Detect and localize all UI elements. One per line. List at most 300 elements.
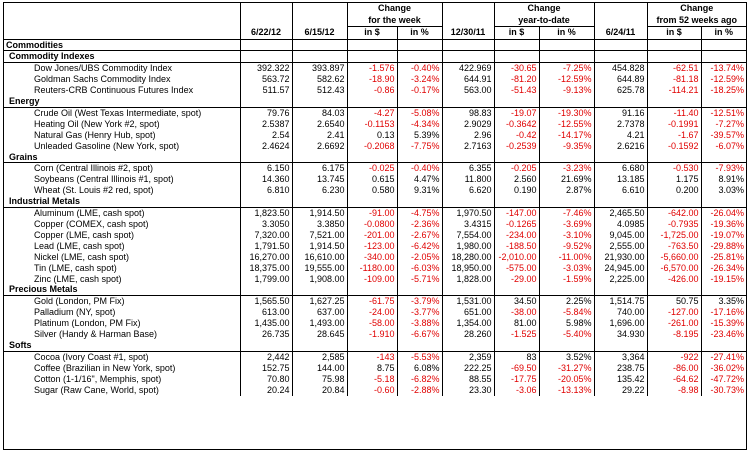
table-cell: -109.00 <box>347 274 397 285</box>
table-row <box>4 107 746 118</box>
table-cell: 2.25% <box>539 296 594 307</box>
section-row <box>4 96 746 107</box>
table-cell: 4.0985 <box>594 219 647 230</box>
table-cell: 70.80 <box>240 374 292 385</box>
table-cell: -7.93% <box>715 163 745 174</box>
header-row-1 <box>4 3 746 15</box>
table-cell: 2.41 <box>292 130 347 141</box>
commodity-name: Tin (LME, cash spot) <box>4 263 240 274</box>
table-cell: 28.260 <box>442 329 494 340</box>
table-cell: -0.0800 <box>347 219 397 230</box>
table-cell: 14.360 <box>240 174 292 185</box>
table-cell: -6.67% <box>397 329 442 340</box>
table-row <box>4 318 746 329</box>
table-cell: -1.525 <box>494 329 539 340</box>
table-cell: 7,554.00 <box>442 230 494 241</box>
table-cell: 1,914.50 <box>292 208 347 219</box>
table-cell: 152.75 <box>240 363 292 374</box>
table-cell: -5.53% <box>397 351 442 362</box>
table-cell: -1180.00 <box>347 263 397 274</box>
table-cell: 2,555.00 <box>594 241 647 252</box>
table-cell: -3.88% <box>397 318 442 329</box>
table-cell: 9.31% <box>397 185 442 196</box>
table-cell: 1,493.00 <box>292 318 347 329</box>
commodity-name: Lead (LME, cash spot) <box>4 241 240 252</box>
header-ytd-1: Change <box>494 3 594 15</box>
table-cell: -2.67% <box>397 230 442 241</box>
table-cell: 2,359 <box>442 351 494 362</box>
col-header: in $ <box>347 27 397 40</box>
table-cell: -0.2068 <box>347 141 397 152</box>
table-cell: -763.50 <box>647 241 701 252</box>
table-cell: 19,555.00 <box>292 263 347 274</box>
table-cell: -30.65 <box>494 63 539 74</box>
table-cell: -0.86 <box>347 85 397 96</box>
table-cell: -9.52% <box>539 241 594 252</box>
table-cell: 393.897 <box>292 63 347 74</box>
commodity-name: Palladium (NY, spot) <box>4 307 240 318</box>
table-cell: -127.00 <box>647 307 701 318</box>
table-cell: -2,010.00 <box>494 252 539 263</box>
table-cell: -12.55% <box>539 119 594 130</box>
table-cell: -0.025 <box>347 163 397 174</box>
table-cell: -30.73% <box>710 384 745 395</box>
table-cell: -7.75% <box>397 141 442 152</box>
table-cell: 34.50 <box>494 296 539 307</box>
table-cell: -36.02% <box>710 362 745 373</box>
table-cell: 1,354.00 <box>442 318 494 329</box>
table-cell: 2.6216 <box>594 141 647 152</box>
table-row <box>4 230 746 241</box>
col-header: in % <box>397 27 442 40</box>
table-cell: -0.2539 <box>494 141 539 152</box>
table-cell: -7.46% <box>539 208 594 219</box>
commodity-name: Cocoa (Ivory Coast #1, spot) <box>4 351 240 362</box>
section-row <box>4 152 746 163</box>
commodities-table <box>4 3 746 396</box>
table-cell: -0.7935 <box>647 219 701 230</box>
table-cell: 91.16 <box>594 107 647 118</box>
table-cell: 16,610.00 <box>292 252 347 263</box>
table-cell: -1.59% <box>539 274 594 285</box>
table-cell: 511.57 <box>240 85 292 96</box>
table-cell: 29.22 <box>594 385 647 396</box>
table-cell: -3.24% <box>397 74 442 85</box>
commodity-name: Corn (Central Illinois #2, spot) <box>4 163 240 174</box>
header-week-1: Change <box>347 3 442 15</box>
table-cell: -0.60 <box>347 385 397 396</box>
table-cell: 1,828.00 <box>442 274 494 285</box>
table-cell: 2,585 <box>292 351 347 362</box>
category-title: Commodities <box>4 39 240 51</box>
table-cell: 1.175 <box>647 174 701 185</box>
table-cell: -11.40 <box>647 107 701 118</box>
table-cell: -147.00 <box>494 208 539 219</box>
table-cell: -6.03% <box>397 263 442 274</box>
table-cell: 3.3050 <box>240 219 292 230</box>
table-cell: 512.43 <box>292 85 347 96</box>
table-cell: 50.75 <box>647 296 701 307</box>
table-cell: 625.78 <box>594 85 647 96</box>
table-cell: 23.30 <box>442 385 494 396</box>
table-cell: 2.4624 <box>240 141 292 152</box>
table-cell: -3.06 <box>494 385 539 396</box>
table-row <box>4 263 746 274</box>
section-title: Industrial Metals <box>4 196 240 207</box>
table-cell: 1,565.50 <box>240 296 292 307</box>
table-cell: -6.07% <box>715 140 745 151</box>
table-cell: -2.05% <box>397 252 442 263</box>
table-cell: -0.1592 <box>647 141 701 152</box>
table-cell: -31.27% <box>539 363 594 374</box>
table-cell: -201.00 <box>347 230 397 241</box>
section-row <box>4 196 746 207</box>
table-cell: -0.40% <box>397 63 442 74</box>
table-cell: 3,364 <box>594 351 647 362</box>
section-title: Energy <box>4 96 240 107</box>
table-cell: 144.00 <box>292 363 347 374</box>
table-cell: 2.6540 <box>292 119 347 130</box>
table-cell: -2.88% <box>397 385 442 396</box>
table-cell: -17.75 <box>494 374 539 385</box>
table-cell: -3.69% <box>539 219 594 230</box>
table-cell: 422.969 <box>442 63 494 74</box>
table-cell: -340.00 <box>347 252 397 263</box>
table-cell: -12.59% <box>710 74 745 85</box>
table-cell: 3.4315 <box>442 219 494 230</box>
table-cell: 1,514.75 <box>594 296 647 307</box>
commodities-table-frame <box>3 2 747 450</box>
table-cell: 1,970.50 <box>442 208 494 219</box>
table-cell: 740.00 <box>594 307 647 318</box>
table-cell: 18,950.00 <box>442 263 494 274</box>
table-row <box>4 63 746 74</box>
table-cell: -19.15% <box>710 273 745 284</box>
table-cell: 2.87% <box>539 185 594 196</box>
commodity-name: Copper (LME, cash spot) <box>4 230 240 241</box>
table-row <box>4 351 746 362</box>
table-cell: 98.83 <box>442 107 494 118</box>
table-cell: -12.59% <box>539 74 594 85</box>
col-header: 6/15/12 <box>292 27 347 40</box>
table-cell: 1,627.25 <box>292 296 347 307</box>
header-blank <box>4 3 240 15</box>
table-cell: 1,980.00 <box>442 241 494 252</box>
table-cell: 637.00 <box>292 307 347 318</box>
table-cell: -3.23% <box>539 163 594 174</box>
table-cell: -0.1265 <box>494 219 539 230</box>
table-cell: 0.580 <box>347 185 397 196</box>
table-cell: 5.98% <box>539 318 594 329</box>
table-cell: -18.90 <box>347 74 397 85</box>
table-row <box>4 296 746 307</box>
table-cell: 454.828 <box>594 63 647 74</box>
commodity-name: Copper (COMEX, cash spot) <box>4 219 240 230</box>
table-cell: -14.17% <box>539 130 594 141</box>
table-cell: 563.72 <box>240 74 292 85</box>
table-cell: 20.24 <box>240 385 292 396</box>
table-cell: -3.77% <box>397 307 442 318</box>
table-cell: -4.75% <box>397 208 442 219</box>
table-cell: 75.98 <box>292 374 347 385</box>
table-cell: -91.00 <box>347 208 397 219</box>
table-cell: -47.72% <box>710 373 745 384</box>
table-cell: 582.62 <box>292 74 347 85</box>
section-row <box>4 284 746 295</box>
table-cell: -9.13% <box>539 85 594 96</box>
table-cell: -123.00 <box>347 241 397 252</box>
table-cell: -922 <box>647 351 701 362</box>
table-cell: -5.08% <box>397 107 442 118</box>
table-cell: -19.36% <box>710 219 745 229</box>
table-cell: -24.00 <box>347 307 397 318</box>
table-cell: 11.800 <box>442 174 494 185</box>
commodity-name: Platinum (London, PM Fix) <box>4 318 240 329</box>
table-cell: 644.91 <box>442 74 494 85</box>
table-cell: 238.75 <box>594 363 647 374</box>
table-cell: -61.75 <box>347 296 397 307</box>
table-cell: 2.5387 <box>240 119 292 130</box>
table-cell: 1,823.50 <box>240 208 292 219</box>
table-cell: -234.00 <box>494 230 539 241</box>
table-cell: -6.82% <box>397 374 442 385</box>
table-cell: 34.930 <box>594 329 647 340</box>
table-cell: 2.54 <box>240 130 292 141</box>
table-cell: -1,725.00 <box>647 230 701 241</box>
table-cell: -7.27% <box>715 118 745 129</box>
header-row-2 <box>4 15 746 27</box>
table-cell: -0.40% <box>397 163 442 174</box>
table-cell: 2,465.50 <box>594 208 647 219</box>
table-cell: -143 <box>347 351 397 362</box>
commodity-name: Zinc (LME, cash spot) <box>4 274 240 285</box>
table-cell: -3.10% <box>539 230 594 241</box>
table-row <box>4 252 746 263</box>
table-cell: -29.88% <box>710 240 745 251</box>
table-cell: -0.1153 <box>347 119 397 130</box>
table-cell: 21,930.00 <box>594 252 647 263</box>
table-cell: 6.810 <box>240 185 292 196</box>
table-cell: 563.00 <box>442 85 494 96</box>
table-cell: 1,531.00 <box>442 296 494 307</box>
section-row <box>4 51 746 63</box>
table-cell: -19.30% <box>539 107 594 118</box>
table-cell: 1,696.00 <box>594 318 647 329</box>
table-cell: -642.00 <box>647 208 701 219</box>
table-cell: -261.00 <box>647 318 701 329</box>
header-52w-1: Change <box>680 3 714 13</box>
table-row <box>4 119 746 130</box>
commodity-name: Crude Oil (West Texas Intermediate, spot) <box>4 107 240 118</box>
table-cell: 222.25 <box>442 363 494 374</box>
commodity-name: Sugar (Raw Cane, World, spot) <box>4 385 240 396</box>
table-cell: 1,435.00 <box>240 318 292 329</box>
table-row <box>4 307 746 318</box>
table-cell: 0.200 <box>647 185 701 196</box>
header-week-2: for the week <box>347 15 442 27</box>
table-cell: 0.190 <box>494 185 539 196</box>
table-cell: 24,945.00 <box>594 263 647 274</box>
table-cell: -81.18 <box>647 74 701 85</box>
table-cell: 7,320.00 <box>240 230 292 241</box>
commodity-name: Cotton (1-1/16", Memphis, spot) <box>4 374 240 385</box>
table-row <box>4 74 746 85</box>
table-cell: -9.35% <box>539 141 594 152</box>
table-cell: -188.50 <box>494 241 539 252</box>
table-row <box>4 185 746 196</box>
table-cell: 0.13 <box>347 130 397 141</box>
table-cell: 2.96 <box>442 130 494 141</box>
table-cell: -6,570.00 <box>647 263 701 274</box>
table-row <box>4 219 746 230</box>
table-cell: 2.7378 <box>594 119 647 130</box>
table-cell: -86.00 <box>647 363 701 374</box>
table-row <box>4 363 746 374</box>
table-cell: -12.51% <box>710 107 745 118</box>
table-row <box>4 174 746 185</box>
table-cell: 16,270.00 <box>240 252 292 263</box>
table-cell: -69.50 <box>494 363 539 374</box>
table-cell: -29.00 <box>494 274 539 285</box>
table-row <box>4 163 746 174</box>
table-cell: -2.36% <box>397 219 442 230</box>
table-cell: -3.79% <box>397 296 442 307</box>
table-cell: -0.3642 <box>494 119 539 130</box>
commodity-name: Wheat (St. Louis #2 red, spot) <box>4 185 240 196</box>
table-cell: -38.00 <box>494 307 539 318</box>
table-cell: -19.07 <box>494 107 539 118</box>
table-cell: 3.52% <box>539 351 594 362</box>
table-cell: -0.17% <box>397 85 442 96</box>
col-header: 6/22/12 <box>240 27 292 40</box>
table-cell: -0.205 <box>494 163 539 174</box>
commodity-name: Goldman Sachs Commodity Index <box>4 74 240 85</box>
table-cell: 1,791.50 <box>240 241 292 252</box>
table-cell: 392.322 <box>240 63 292 74</box>
commodity-name: Soybeans (Central Illinois #1, spot) <box>4 174 240 185</box>
commodity-name: Dow Jones/UBS Commodity Index <box>4 63 240 74</box>
table-cell: -5.71% <box>397 274 442 285</box>
table-cell: 79.76 <box>240 107 292 118</box>
col-header: in $ <box>647 27 701 40</box>
category-row <box>4 39 746 51</box>
table-row <box>4 85 746 96</box>
commodity-name: Coffee (Brazilian in New York, spot) <box>4 363 240 374</box>
col-header: 12/30/11 <box>442 27 494 40</box>
section-title: Commodity Indexes <box>4 51 240 63</box>
table-cell: -5.84% <box>539 307 594 318</box>
table-cell: -13.74% <box>710 63 745 74</box>
table-cell: -18.25% <box>710 85 745 96</box>
commodity-name: Gold (London, PM Fix) <box>4 296 240 307</box>
table-cell: 613.00 <box>240 307 292 318</box>
table-cell: 18,280.00 <box>442 252 494 263</box>
col-header: in % <box>539 27 594 40</box>
table-row <box>4 329 746 340</box>
table-cell: -3.03% <box>539 263 594 274</box>
table-cell: 2.7163 <box>442 141 494 152</box>
table-cell: 1,914.50 <box>292 241 347 252</box>
table-cell: 6.610 <box>594 185 647 196</box>
table-cell: 84.03 <box>292 107 347 118</box>
table-cell: -1.910 <box>347 329 397 340</box>
table-cell: -27.41% <box>710 351 745 362</box>
table-row <box>4 208 746 219</box>
table-row <box>4 130 746 141</box>
header-ytd-2: year-to-date <box>494 15 594 27</box>
table-cell: 2,225.00 <box>594 274 647 285</box>
table-cell: -62.51 <box>647 63 701 74</box>
commodity-name: Heating Oil (New York #2, spot) <box>4 119 240 130</box>
table-cell: 13.745 <box>292 174 347 185</box>
table-cell: -0.42 <box>494 130 539 141</box>
col-header: in $ <box>494 27 539 40</box>
table-cell: 6.230 <box>292 185 347 196</box>
commodity-name: Unleaded Gasoline (New York, spot) <box>4 141 240 152</box>
table-cell: -5.18 <box>347 374 397 385</box>
table-cell: -51.43 <box>494 85 539 96</box>
table-cell: 4.21 <box>594 130 647 141</box>
table-cell: -15.39% <box>710 318 745 329</box>
table-cell: 5.39% <box>397 130 442 141</box>
header-row-3 <box>4 27 746 40</box>
table-cell: 6.175 <box>292 163 347 174</box>
table-cell: 88.55 <box>442 374 494 385</box>
table-cell: 2.6692 <box>292 141 347 152</box>
table-cell: 26.735 <box>240 329 292 340</box>
table-row <box>4 241 746 252</box>
table-cell: 1,908.00 <box>292 274 347 285</box>
section-title: Precious Metals <box>4 284 240 295</box>
table-cell: 2.9029 <box>442 119 494 130</box>
commodity-name: Reuters-CRB Continuous Futures Index <box>4 85 240 96</box>
table-cell: 7,521.00 <box>292 230 347 241</box>
table-cell: 81.00 <box>494 318 539 329</box>
table-cell: -5.40% <box>539 329 594 340</box>
table-cell: 8.75 <box>347 363 397 374</box>
table-row <box>4 274 746 285</box>
table-cell: -58.00 <box>347 318 397 329</box>
table-cell: -1.67 <box>647 130 701 141</box>
table-cell: 20.84 <box>292 385 347 396</box>
table-cell: -64.62 <box>647 374 701 385</box>
table-row <box>4 141 746 152</box>
table-cell: 4.47% <box>397 174 442 185</box>
table-cell: -4.27 <box>347 107 397 118</box>
table-cell: 8.91% <box>718 174 745 185</box>
table-cell: 6.355 <box>442 163 494 174</box>
table-cell: 6.08% <box>397 363 442 374</box>
table-row <box>4 385 746 396</box>
table-cell: -11.00% <box>539 252 594 263</box>
table-row <box>4 374 746 385</box>
table-cell: 6.150 <box>240 163 292 174</box>
table-cell: 9,045.00 <box>594 230 647 241</box>
table-cell: -26.04% <box>710 208 745 219</box>
table-cell: -114.21 <box>647 85 701 96</box>
table-cell: -23.46% <box>710 329 745 340</box>
section-title: Softs <box>4 340 240 351</box>
col-header: in % <box>701 27 746 40</box>
table-cell: 28.645 <box>292 329 347 340</box>
table-cell: 135.42 <box>594 374 647 385</box>
table-cell: 644.89 <box>594 74 647 85</box>
table-cell: -17.16% <box>710 307 745 318</box>
table-cell: 6.680 <box>594 163 647 174</box>
table-cell: -0.530 <box>647 163 701 174</box>
commodity-name: Silver (Handy & Harman Base) <box>4 329 240 340</box>
table-cell: 2,442 <box>240 351 292 362</box>
